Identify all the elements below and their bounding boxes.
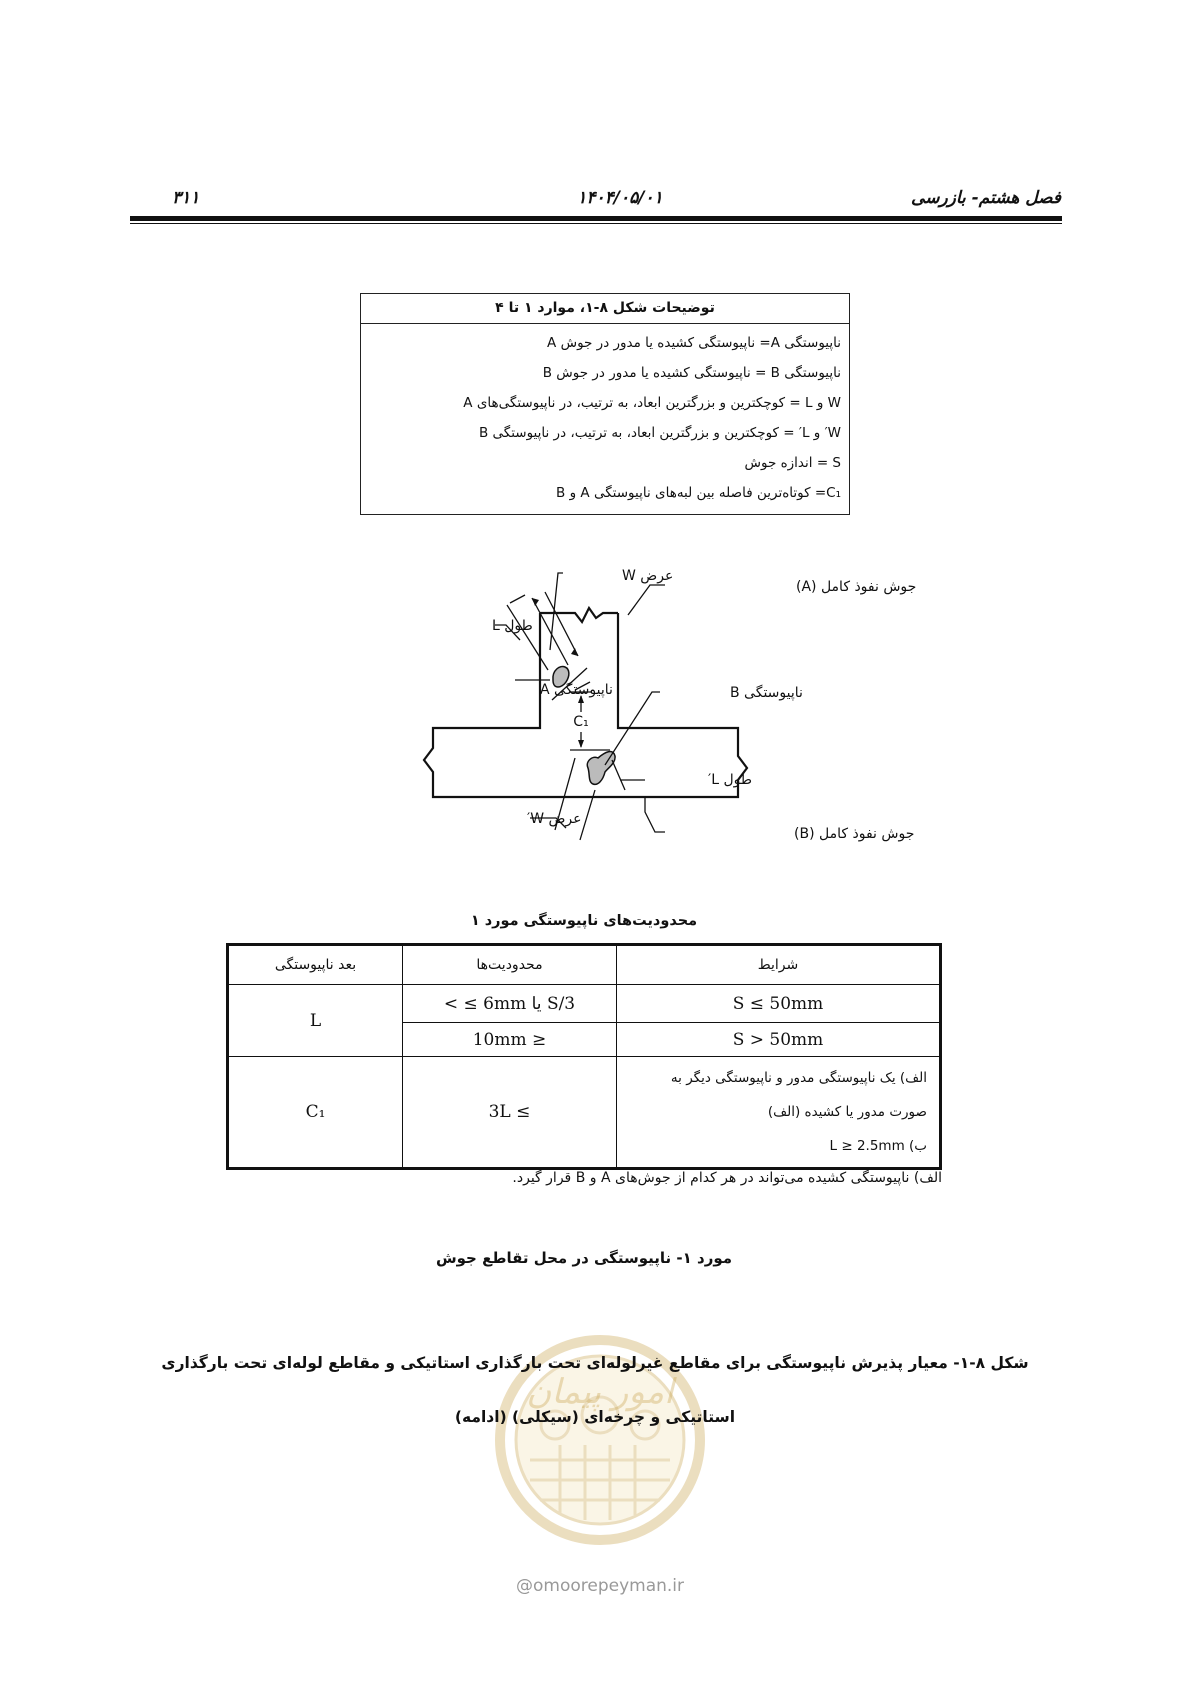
label-disc-b: ناپیوستگی B bbox=[730, 685, 803, 701]
condition-line: ب) L ≥ 2.5mm bbox=[829, 1138, 927, 1154]
label-c1: C₁ bbox=[573, 714, 589, 730]
table-row bbox=[228, 1057, 941, 1169]
limit-cell: ≥ 3L bbox=[403, 1057, 617, 1169]
legend-line: W و L = کوچکترین و بزرگترین ابعاد، به ترتیب، در ناپیوستگی‌های A bbox=[463, 395, 841, 411]
figure-caption-line: استاتیکی و چرخه‌ای (سیکلی) (ادامه) bbox=[454, 1408, 736, 1426]
condition-cell-multiline bbox=[617, 1057, 941, 1169]
watermark-brand: امور پیمان bbox=[526, 1372, 674, 1412]
limits-table bbox=[226, 943, 942, 1170]
table-caption: محدودیت‌های ناپیوستگی مورد ۱ bbox=[470, 913, 698, 929]
header-dimension: بعد ناپیوستگی bbox=[228, 945, 403, 985]
page-number: ۳۱۱ bbox=[172, 188, 200, 208]
table-row bbox=[228, 985, 941, 1023]
legend-line: W′ و L′ = کوچکترین و بزرگترین ابعاد، به ترتیب، در ناپیوستگی B bbox=[478, 425, 841, 441]
label-length-l: طول L bbox=[492, 618, 533, 634]
label-width-w-prime: عرض W′ bbox=[527, 811, 582, 827]
watermark-url bbox=[490, 1576, 710, 1596]
table-footnote: الف) ناپیوستگی کشیده می‌تواند در هر کدام از جوش‌های A و B قرار گیرد. bbox=[512, 1170, 942, 1186]
condition-line: الف) یک ناپیوستگی مدور و ناپیوستگی دیگر به bbox=[670, 1070, 927, 1086]
legend-line: ناپیوستگی B = ناپیوستگی کشیده یا مدور در جوش B bbox=[542, 365, 841, 381]
legend-line: C₁= کوتاه‌ترین فاصله بین لبه‌های ناپیوستگی A و B bbox=[556, 485, 841, 501]
figure-caption-line: شکل ۸-۱- معیار پذیرش ناپیوستگی برای مقاطع غیرلوله‌ای تحت بارگذاری استاتیکی و مقاطع لوله‌ای تحت بارگذاری bbox=[161, 1354, 1029, 1372]
legend-title: توضیحات شکل ۸-۱، موارد ۱ تا ۴ bbox=[361, 294, 849, 324]
header-rule-thin bbox=[130, 223, 1062, 224]
header-conditions: شرایط bbox=[617, 945, 941, 985]
member-outline bbox=[424, 613, 747, 797]
legend-lines bbox=[361, 324, 849, 514]
limit-cell: ≤ 10mm bbox=[403, 1023, 617, 1057]
condition-cell: S ≤ 50mm bbox=[617, 985, 941, 1023]
label-disc-a: ناپیوستگی A bbox=[540, 682, 613, 698]
watermark-site: omoorepeyman.ir bbox=[532, 1576, 685, 1596]
label-width-w: عرض W bbox=[622, 568, 674, 584]
label-length-l-prime: طول L′ bbox=[708, 772, 752, 788]
legend-line: S = اندازه جوش bbox=[744, 455, 841, 471]
figure-caption bbox=[150, 1336, 1040, 1444]
chapter-title: فصل هشتم- بازرسی bbox=[911, 188, 1061, 208]
condition-line: صورت مدور یا کشیده (الف) bbox=[767, 1104, 927, 1120]
legend-line: ناپیوستگی A= ناپیوستگی کشیده یا مدور در جوش A bbox=[547, 335, 841, 351]
dimension-cell: L bbox=[228, 985, 403, 1057]
table-header-row bbox=[228, 945, 941, 985]
break-line bbox=[540, 608, 618, 622]
legend-box bbox=[360, 293, 850, 515]
header-limits: محدودیت‌ها bbox=[403, 945, 617, 985]
dimension-cell: C₁ bbox=[228, 1057, 403, 1169]
header-rule-thick bbox=[130, 216, 1062, 221]
limit-cell: S/3 یا 6mm ≥ > bbox=[403, 985, 617, 1023]
condition-cell: S > 50mm bbox=[617, 1023, 941, 1057]
weld-diagram bbox=[380, 548, 917, 842]
at-icon: @ bbox=[515, 1576, 533, 1596]
label-weld-b: جوش نفوذ کامل (B) bbox=[794, 826, 915, 842]
header-date: ۱۴۰۴/۰۵/۰۱ bbox=[577, 188, 663, 208]
label-weld-a: جوش نفوذ کامل (A) bbox=[796, 579, 917, 595]
case-title: مورد ۱- ناپیوستگی در محل تقاطع جوش bbox=[435, 1249, 733, 1267]
